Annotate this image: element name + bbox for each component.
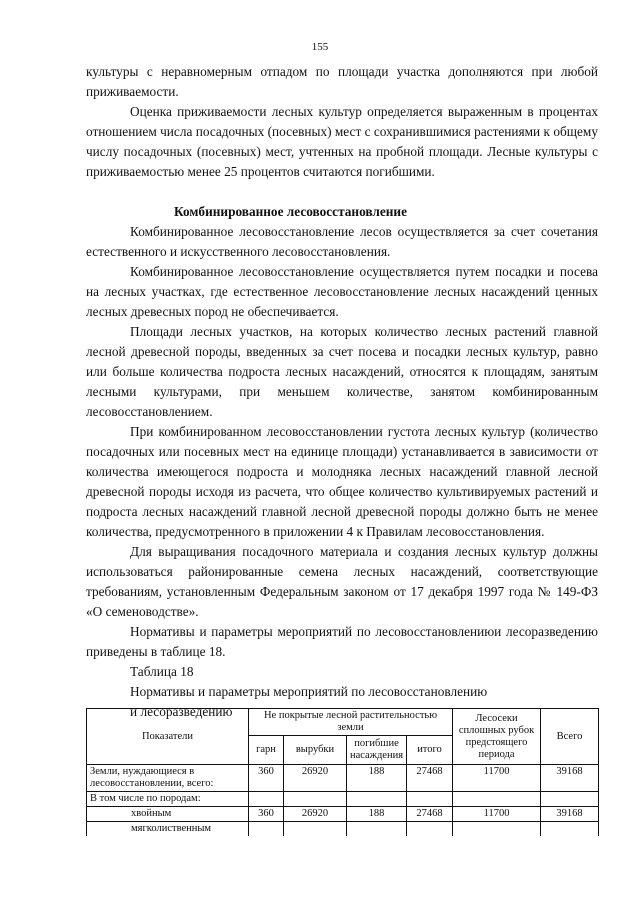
cell-total [541,792,599,807]
paragraph-combined-definition: Комбинированное лесовосстановление лесов осуществляется за счет сочетания естественного и искусственного лесовосстановления. [86,224,598,259]
cell-clearcut-areas: 11700 [453,765,541,792]
cell-clearcut-areas [453,792,541,807]
cell-garn: 360 [249,807,284,822]
cell-subtotal [407,822,453,837]
page-number: 155 [311,41,329,53]
paragraph-table-reference: Нормативы и параметры мероприятий по лесовосстановлениюи лесоразведению приведены в таблице 18. [86,624,598,659]
paragraph-survival-assessment: Оценка приживаемости лесных культур определяется выраженным в процентах отношением числа посадочных (посевных) мест с сохранившимися растениями к общему числу посадочных (посевных) мест, учтенных на пробной площади. Лесные культуры с приживаемостью менее 25 процентов считаются погибшими. [86,104,598,179]
header-subtotal: итого [407,736,453,765]
header-uncovered-lands: Не покрытые лесной растительностью земли [249,709,453,736]
reforestation-table [86,708,599,836]
table-header-row-1 [87,709,599,736]
cell-clearcuts: 26920 [284,765,347,792]
cell-dead-stands: 188 [347,807,407,822]
cell-dead-stands: 188 [347,765,407,792]
paragraph-gap [86,182,598,202]
table-label: Таблица 18 [130,664,194,679]
cell-subtotal [407,792,453,807]
document-body [86,62,598,722]
cell-total: 39168 [541,765,599,792]
cell-garn [249,792,284,807]
cell-dead-stands [347,792,407,807]
header-clearcut-areas: Лесосеки сплошных рубок предстоящего периода [453,709,541,765]
table-row [87,822,599,837]
header-garn: гарн [249,736,284,765]
table-row [87,807,599,822]
cell-clearcuts: 26920 [284,807,347,822]
table-row [87,765,599,792]
table-row [87,792,599,807]
section-heading: Комбинированное лесовосстановление [174,204,408,219]
cell-clearcut-areas [453,822,541,837]
paragraph-plot-areas: Площади лесных участков, на которых количество лесных растений главной лесной древесной породы, введенных за счет посева и посадки лесных культур, равно или больше количества подроста лесных насаждений, относятся к площадям, занятым лесными культурами, при меньшем количестве, занятом комбинированным лесовосстановлением. [86,324,598,419]
header-total: Всего [541,709,599,765]
cell-clearcuts [284,792,347,807]
cell-subtotal: 27468 [407,765,453,792]
paragraph-continuation: культуры с неравномерным отпадом по площади участка дополняются при любой приживаемости. [86,64,598,99]
header-indicators: Показатели [87,709,249,765]
paragraph-planting-density: При комбинированном лесовосстановлении густота лесных культур (количество посадочных или посевных мест на единице площади) устанавливается в зависимости от количества имеющегося подроста и молодняка лесных насаждений главной лесной древесной породы исходя из расчета, что общее количество культивируемых растений и подроста лесных насаждений главной лесной древесной породы должно быть не менее количества, предусмотренного в приложении 4 к Правилам лесовосстановления. [86,424,598,539]
cell-total: 39168 [541,807,599,822]
cell-clearcuts [284,822,347,837]
row-label: В том числе по породам: [87,792,249,807]
cell-garn: 360 [249,765,284,792]
cell-subtotal: 27468 [407,807,453,822]
row-label: мягколиственным [87,822,249,837]
cell-garn [249,822,284,837]
table-caption-line-1: Нормативы и параметры мероприятий по лесовосстановлению [130,684,488,699]
paragraph-seed-material: Для выращивания посадочного материала и создания лесных культур должны использоваться районированные семена лесных насаждений, соответствующие требованиям, установленным Федеральным законом от 17 декабря 1997 года № 149-ФЗ «О семеноводстве». [86,544,598,619]
paragraph-combined-method: Комбинированное лесовосстановление осуществляется путем посадки и посева на лесных участках, где естественное лесовосстановление лесных насаждений ценных лесных древесных пород не обеспечивается. [86,264,598,319]
header-dead-stands: погибшие насаждения [347,736,407,765]
row-label: Земли, нуждающиеся в лесовосстановлении, всего: [87,765,249,792]
table-caption-line-2: и лесоразведению [130,704,233,719]
header-clearcuts: вырубки [284,736,347,765]
cell-total [541,822,599,837]
row-label: хвойным [87,807,249,822]
cell-clearcut-areas: 11700 [453,807,541,822]
cell-dead-stands [347,822,407,837]
